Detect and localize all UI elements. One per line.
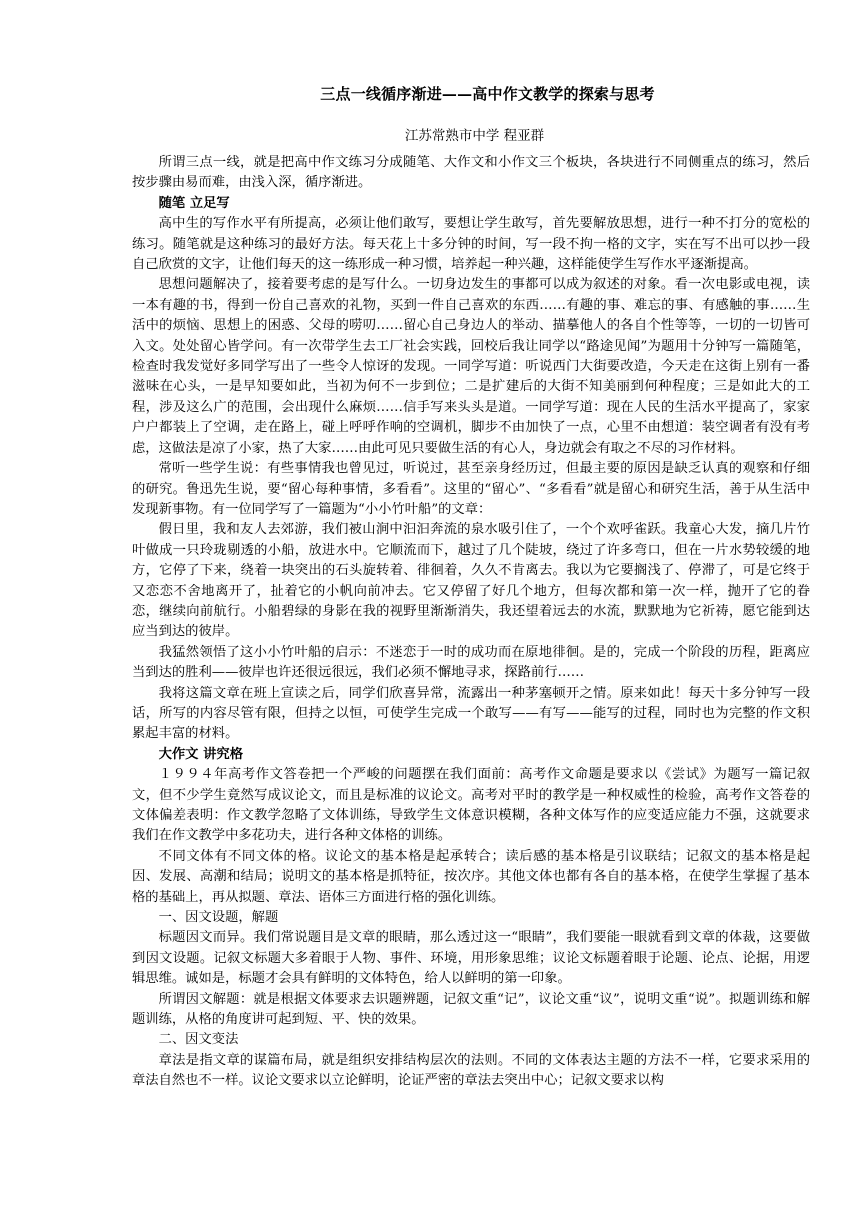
paragraph: 所谓三点一线，就是把高中作文练习分成随笔、大作文和小作文三个板块，各块进行不同侧重点的练习，然后按步骤由易而难，由浅入深，循序渐进。 [132,155,810,191]
subsection-heading-titles: 一、因文设题，解题 [158,910,279,926]
section-heading-major-essay: 大作文 讲究格 [158,746,244,762]
paragraph: 常听一些学生说：有些事情我也曾见过，听说过，甚至亲身经历过，但最主要的原因是缺乏认真的观察和仔细的研究。鲁迅先生说，要“留心每种事情，多看看”。这里的“留心”、“多看看”就是留心和研究生活，善于从生活中发现新事物。有一位同学写了一篇题为“小小竹叶船”的文章： [132,461,810,517]
document-title: 三点一线循序渐进——高中作文教学的探索与思考 [320,85,655,103]
paragraph: 高中生的写作水平有所提高，必须让他们敢写，要想让学生敢写，首先要解放思想，进行一种不打分的宽松的练习。随笔就是这种练习的最好方法。每天花上十多分钟的时间，写一段不拘一格的文字，实在写不出可以抄一段自己欣赏的文字，让他们每天的这一练形成一种习惯，培养起一种兴趣，这样能使学生写作水平逐渐提高。 [132,216,810,273]
paragraph: 我猛然领悟了这小小竹叶船的启示：不迷恋于一时的成功而在原地徘徊。是的，完成一个阶段的历程，距离应当到达的胜利——彼岸也许还很远很远，我们必须不懈地寻求，探路前行…… [132,644,810,681]
paragraph: 章法是指文章的谋篇布局，就是组织安排结构层次的法则。不同的文体表达主题的方法不一样，它要求采用的章法自然也不一样。议论文要求以立论鲜明，论证严密的章法去突出中心；记叙文要求以构 [132,1052,810,1089]
paragraph: 假日里，我和友人去郊游，我们被山涧中汩汩奔流的泉水吸引住了，一个个欢呼雀跃。我童心大发，摘几片竹叶做成一只玲珑剔透的小船，放进水中。它顺流而下，越过了几个陡坡，绕过了许多弯口，但在一片水势较缓的地方，它停了下来，绕着一块突出的石头旋转着、徘徊着，久久不肯离去。我以为它要搁浅了、停滞了，可是它终于又恋恋不舍地离开了，扯着它的小帆向前冲去。它又停留了好几个地方，但每次都和第一次一样，抛开了它的眷恋，继续向前航行。小船碧绿的身影在我的视野里渐渐消失，我还望着远去的水流，默默地为它祈祷，愿它能到达应当到达的彼岸。 [132,522,810,640]
paragraph: 标题因文而异。我们常说题目是文章的眼睛，那么透过这一“眼睛”，我们要能一眼就看到文章的体裁，这要做到因文设题。记叙文标题大多着眼于人物、事件、环境，用形象思维；议论文标题着眼于论题、论点、论据，用逻辑思维。诚如是，标题才会具有鲜明的文体特色，给人以鲜明的第一印象。 [132,930,810,987]
paragraph: 我将这篇文章在班上宣读之后，同学们欣喜异常，流露出一种茅塞顿开之情。原来如此！每天十多分钟写一段话，所写的内容尽管有限，但持之以恒，可使学生完成一个敢写——有写——能写的过程，同时也为完整的作文积累起丰富的材料。 [132,685,810,742]
paragraph: 不同文体有不同文体的格。议论文的基本格是起承转合；读后感的基本格是引议联结；记叙文的基本格是起因、发展、高潮和结局；说明文的基本格是抓特征，按次序。其他文体也都有各自的基本格，在使学生掌握了基本格的基础上，再从拟题、章法、语体三方面进行格的强化训练。 [132,848,810,905]
paragraph: 所谓因文解题：就是根据文体要求去识题辨题，记叙文重“记”，议论文重“议”，说明文重“说”。拟题训练和解题训练，从格的角度讲可起到短、平、快的效果。 [132,991,810,1028]
subsection-heading-structure: 二、因文变法 [158,1032,239,1048]
author-line: 江苏常熟市中学 程亚群 [404,128,545,144]
paragraph: 思想问题解决了，接着要考虑的是写什么。一切身边发生的事都可以成为叙述的对象。看一次电影或电视，读一本有趣的书，得到一份自己喜欢的礼物，买到一件自己喜欢的东西……有趣的事、难忘的事、有感触的事……生活中的烦恼、思想上的困惑、父母的唠叨……留心自己身边人的举动、描摹他人的各自个性等等，一切的一切皆可入文。处处留心皆学问。有一次带学生去工厂社会实践，回校后我让同学以“路途见闻”为题用十分钟写一篇随笔，检查时我发觉好多同学写出了一些令人惊讶的发现。一同学写道：听说西门大街要改造，今天走在这街上别有一番滋味在心头，一是早知要如此，当初为何不一步到位；二是扩建后的大街不知美丽到何种程度；三是如此大的工程，涉及这么广的范围，会出现什么麻烦……信手写来头头是道。一同学写道：现在人民的生活水平提高了，家家户户都装上了空调，走在路上，碰上呼呼作响的空调机，脚步不由加快了一点，心里不由想道：装空调者有没有考虑，这做法是凉了小家，热了大家……由此可见只要做生活的有心人，身边就会有取之不尽的习作材料。 [132,277,810,456]
document-body [132,153,810,1092]
paragraph: １９９４年高考作文答卷把一个严峻的问题摆在我们面前：高考作文命题是要求以《尝试》为题写一篇记叙文，但不少学生竟然写成议论文，而且是标准的议论文。高考对平时的教学是一种权威性的检验，高考作文答卷的文体偏差表明：作文教学忽略了文体训练，导致学生文体意识模糊，各种文体写作的应变适应能力不强，这就要求我们在作文教学中多花功夫，进行各种文体格的训练。 [132,767,810,844]
section-heading-essay-notes: 随笔 立足写 [158,195,230,211]
